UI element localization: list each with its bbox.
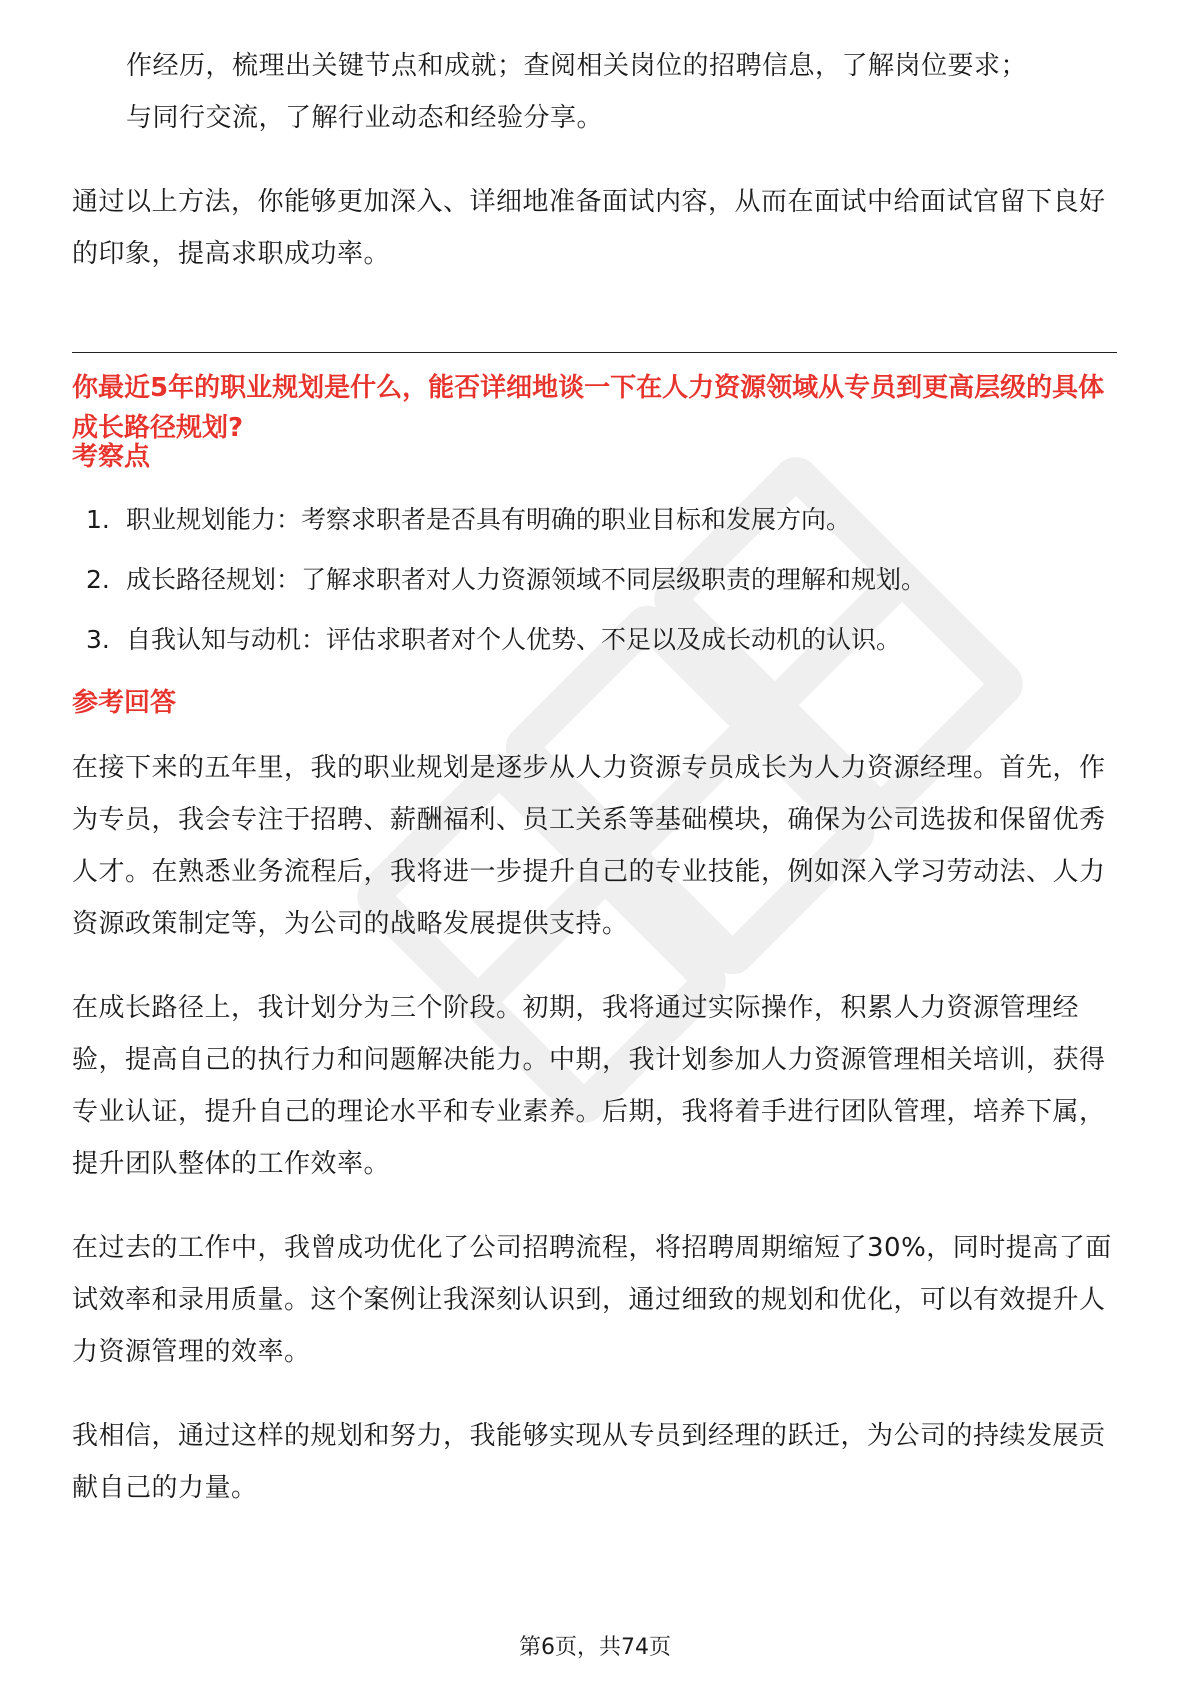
list-item-text: 自我认知与动机：评估求职者对个人优势、不足以及成长动机的认识。 xyxy=(126,625,902,654)
list-item-number: 2. xyxy=(86,565,110,594)
list-item xyxy=(72,550,1117,610)
reference-paragraph-1: 在接下来的五年里，我的职业规划是逐步从人力资源专员成长为人力资源经理。首先，作为专员，我会专注于招聘、薪酬福利、员工关系等基础模块，确保为公司选拔和保留优秀人才。在熟悉业务流程后，我将进一步提升自己的专业技能，例如深入学习劳动法、人力资源政策制定等，为公司的战略发展提供支持。 xyxy=(72,753,1106,939)
reference-heading: 参考回答 xyxy=(72,688,177,718)
reference-paragraph-4: 我相信，通过这样的规划和努力，我能够实现从专员到经理的跃迁，为公司的持续发展贡献自己的力量。 xyxy=(72,1421,1106,1503)
list-item-text: 成长路径规划：了解求职者对人力资源领域不同层级职责的理解和规划。 xyxy=(126,565,927,594)
assessment-list xyxy=(72,490,1117,670)
intro-line-1: 作经历，梳理出关键节点和成就；查阅相关岗位的招聘信息，了解岗位要求； xyxy=(126,51,1028,81)
assessment-heading: 考察点 xyxy=(72,442,151,472)
reference-paragraph-3: 在过去的工作中，我曾成功优化了公司招聘流程，将招聘周期缩短了30%，同时提高了面试效率和录用质量。这个案例让我深刻认识到，通过细致的规划和优化，可以有效提升人力资源管理的效率。 xyxy=(72,1233,1112,1367)
list-item-text: 职业规划能力：考察求职者是否具有明确的职业目标和发展方向。 xyxy=(126,505,852,534)
list-item-number: 1. xyxy=(86,505,110,534)
reference-paragraph-2: 在成长路径上，我计划分为三个阶段。初期，我将通过实际操作，积累人力资源管理经验，提高自己的执行力和问题解决能力。中期，我计划参加人力资源管理相关培训，获得专业认证，提升自己的理论水平和专业素养。后期，我将着手进行团队管理，培养下属，提升团队整体的工作效率。 xyxy=(72,993,1106,1179)
question-title: 你最近5年的职业规划是什么，能否详细地谈一下在人力资源领域从专员到更高层级的具体成长路径规划? xyxy=(72,373,1105,443)
list-item xyxy=(72,610,1117,670)
page-number: 第6页，共74页 xyxy=(519,1635,671,1660)
list-item-number: 3. xyxy=(86,625,110,654)
list-item xyxy=(72,490,1117,550)
section-divider xyxy=(72,352,1117,353)
intro-line-2: 与同行交流，了解行业动态和经验分享。 xyxy=(126,103,604,133)
intro-summary: 通过以上方法，你能够更加深入、详细地准备面试内容，从而在面试中给面试官留下良好的印象，提高求职成功率。 xyxy=(72,187,1106,269)
